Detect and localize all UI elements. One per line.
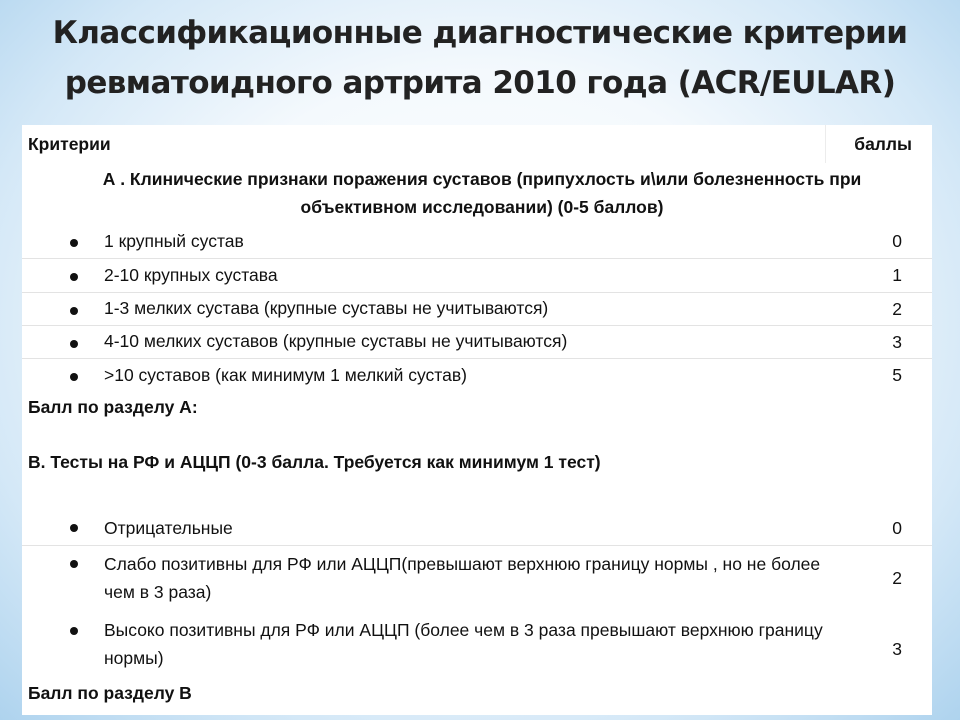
criterion-label: Отрицательные <box>104 518 233 538</box>
table-row <box>22 259 932 293</box>
criterion-score: 3 <box>892 638 902 659</box>
slide-title <box>0 8 960 108</box>
bullet-icon <box>70 307 78 315</box>
section-a-total-row <box>22 393 932 423</box>
bullet-icon <box>70 524 78 532</box>
table-header-row <box>22 125 932 163</box>
criterion-score: 3 <box>892 331 902 352</box>
section-a-title-row <box>22 165 932 225</box>
criterion-label: 4-10 мелких суставов (крупные суставы не учитываются) <box>104 331 568 351</box>
slide-title-line-1: Классификационные диагностические критерии <box>52 15 908 51</box>
table-row <box>22 225 932 259</box>
criterion-label: 2-10 крупных сустава <box>104 265 278 285</box>
bullet-icon <box>70 560 78 568</box>
bullet-icon <box>70 373 78 381</box>
bullet-icon <box>70 273 78 281</box>
table-row <box>22 359 932 392</box>
table-row <box>22 293 932 326</box>
criterion-score: 2 <box>892 298 902 319</box>
criteria-table <box>22 125 932 715</box>
criterion-score: 1 <box>892 265 902 285</box>
criterion-score: 0 <box>892 518 902 538</box>
bullet-icon <box>70 627 78 635</box>
criterion-score: 2 <box>892 567 902 588</box>
slide-title-line-2: ревматоидного артрита 2010 года (ACR/EULAR) <box>64 65 896 101</box>
section-b-title-row <box>22 450 932 482</box>
criterion-label: Высоко позитивны для РФ или АЦЦП (более чем в 3 раза превышают верхнюю границу нормы) <box>104 620 823 668</box>
section-b-title: В. Тесты на РФ и АЦЦП (0-3 балла. Требуется как минимум 1 тест) <box>28 452 601 472</box>
criterion-label: Слабо позитивны для РФ или АЦЦП(превышают верхнюю границу нормы , но не более чем в 3 раза) <box>104 554 821 602</box>
header-criteria: Критерии <box>28 134 111 154</box>
bullet-icon <box>70 340 78 348</box>
section-a-title: А . Клинические признаки поражения суставов (припухлость и\или болезненность при объективном исследовании) (0-5 баллов) <box>102 169 862 217</box>
criterion-score: 5 <box>892 365 902 385</box>
bullet-icon <box>70 239 78 247</box>
table-row <box>22 326 932 359</box>
criterion-label: >10 суставов (как минимум 1 мелкий сустав) <box>104 365 467 385</box>
section-b-total-label: Балл по разделу В <box>28 683 192 703</box>
header-divider <box>825 125 826 163</box>
criterion-score: 0 <box>892 231 902 251</box>
section-b-total-row <box>22 678 932 710</box>
table-row <box>22 512 932 546</box>
section-a-total-label: Балл по разделу А: <box>28 397 198 417</box>
criterion-label: 1-3 мелких сустава (крупные суставы не учитываются) <box>104 298 549 318</box>
criterion-label: 1 крупный сустав <box>104 231 244 251</box>
table-row <box>22 613 932 677</box>
header-points: баллы <box>854 134 912 154</box>
table-row <box>22 546 932 610</box>
